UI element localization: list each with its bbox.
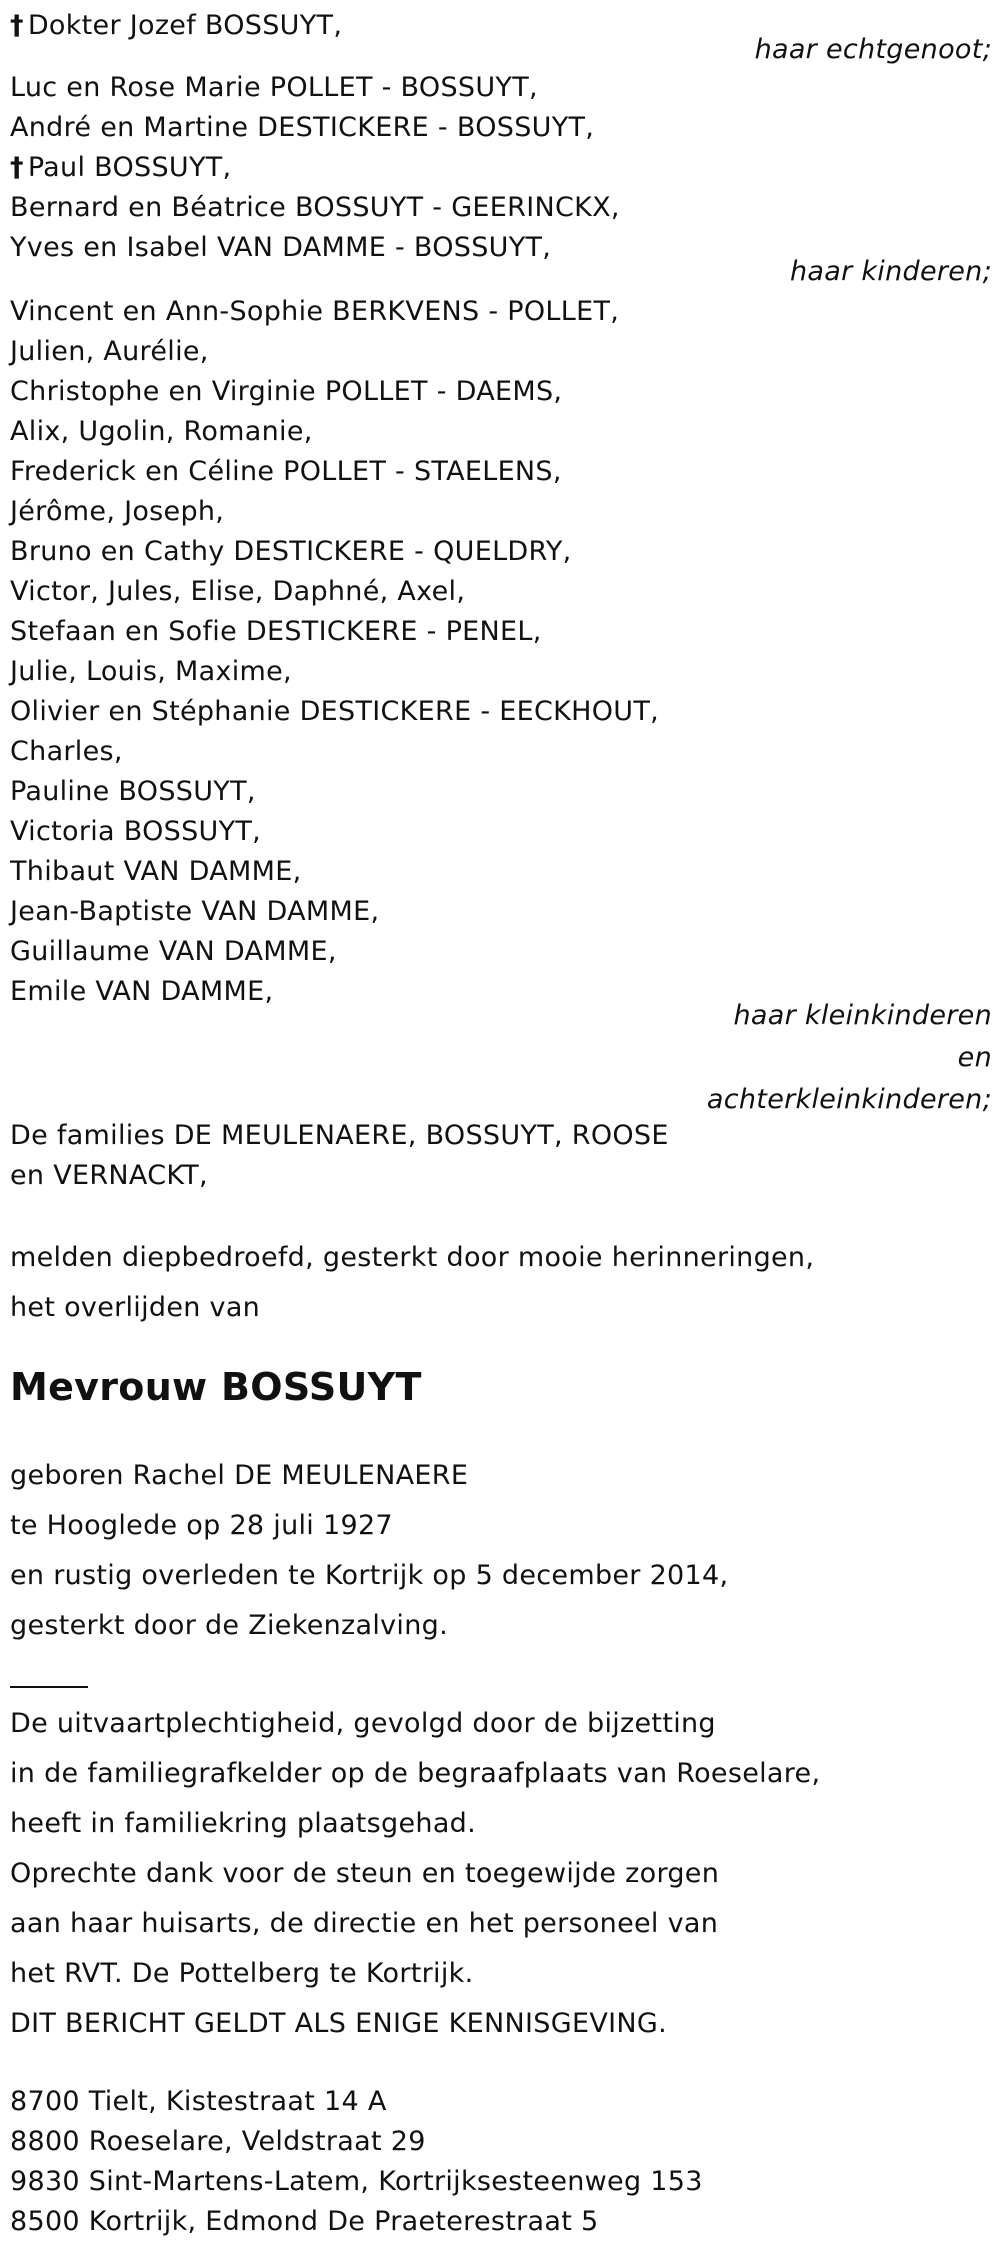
child-line: André en Martine DESTICKERE - BOSSUYT, [10,112,595,143]
notice-line: De uitvaartplechtigheid, gevolgd door de bijzetting [10,1708,716,1739]
families-line: De families DE MEULENAERE, BOSSUYT, ROOSE [10,1120,669,1151]
notice-line: heeft in familiekring plaatsgehad. [10,1808,476,1839]
families-line: en VERNACKT, [10,1160,208,1191]
deceased-detail: te Hooglede op 28 juli 1927 [10,1510,393,1541]
notice-line: Oprechte dank voor de steun en toegewijde zorgen [10,1858,720,1889]
child-line: Luc en Rose Marie POLLET - BOSSUYT, [10,72,538,103]
notice-line: aan haar huisarts, de directie en het personeel van [10,1908,719,1939]
grandchildren-relation-line: en [957,1042,992,1073]
child-line: Bernard en Béatrice BOSSUYT - GEERINCKX, [10,192,620,223]
deceased-detail: geboren Rachel DE MEULENAERE [10,1460,469,1491]
notice-line: het RVT. De Pottelberg te Kortrijk. [10,1958,474,1989]
grandchild-line: Pauline BOSSUYT, [10,776,256,807]
notice-line: DIT BERICHT GELDT ALS ENIGE KENNISGEVING. [10,2008,667,2039]
child-name: Paul BOSSUYT, [27,152,232,183]
grandchild-line: Jean-Baptiste VAN DAMME, [10,896,380,927]
child-line [10,152,231,184]
grandchild-line: Emile VAN DAMME, [10,976,274,1007]
address-line: 8700 Tielt, Kistestraat 14 A [10,2086,387,2117]
grandchild-line: Alix, Ugolin, Romanie, [10,416,313,447]
announcement-line: het overlijden van [10,1292,261,1323]
deceased-detail: gesterkt door de Ziekenzalving. [10,1610,448,1641]
grandchild-line: Victoria BOSSUYT, [10,816,262,847]
grandchild-line: Bruno en Cathy DESTICKERE - QUELDRY, [10,536,572,567]
cross-icon: † [10,152,24,183]
grandchild-line: Charles, [10,736,123,767]
grandchild-line: Victor, Jules, Elise, Daphné, Axel, [10,576,466,607]
spouse-relation: haar echtgenoot; [754,34,992,65]
grandchildren-relation-line: achterkleinkinderen; [706,1084,992,1115]
grandchild-line: Julien, Aurélie, [10,336,209,367]
address-line: 8500 Kortrijk, Edmond De Praeterestraat 5 [10,2206,599,2237]
grandchild-line: Jérôme, Joseph, [10,496,225,527]
address-line: 9830 Sint-Martens-Latem, Kortrijksesteenweg 153 [10,2166,703,2197]
deceased-name: Mevrouw BOSSUYT [10,1365,422,1409]
cross-icon: † [10,10,24,41]
spouse-name: Dokter Jozef BOSSUYT, [27,10,343,41]
grandchild-line: Frederick en Céline POLLET - STAELENS, [10,456,562,487]
grandchild-line: Christophe en Virginie POLLET - DAEMS, [10,376,563,407]
notice-line: in de familiegrafkelder op de begraafplaats van Roeselare, [10,1758,821,1789]
grandchild-line: Olivier en Stéphanie DESTICKERE - EECKHOUT, [10,696,660,727]
child-line: Yves en Isabel VAN DAMME - BOSSUYT, [10,232,552,263]
address-line: 8800 Roeselare, Veldstraat 29 [10,2126,426,2157]
grandchild-line: Stefaan en Sofie DESTICKERE - PENEL, [10,616,542,647]
grandchild-line: Vincent en Ann-Sophie BERKVENS - POLLET, [10,296,620,327]
grandchild-line: Thibaut VAN DAMME, [10,856,302,887]
children-relation: haar kinderen; [789,256,992,287]
grandchild-line: Guillaume VAN DAMME, [10,936,337,967]
grandchildren-relation-line: haar kleinkinderen [733,1000,992,1031]
announcement-line: melden diepbedroefd, gesterkt door mooie herinneringen, [10,1242,815,1273]
spouse-line [10,10,342,42]
grandchild-line: Julie, Louis, Maxime, [10,656,292,687]
divider [10,1686,88,1688]
deceased-detail: en rustig overleden te Kortrijk op 5 december 2014, [10,1560,729,1591]
